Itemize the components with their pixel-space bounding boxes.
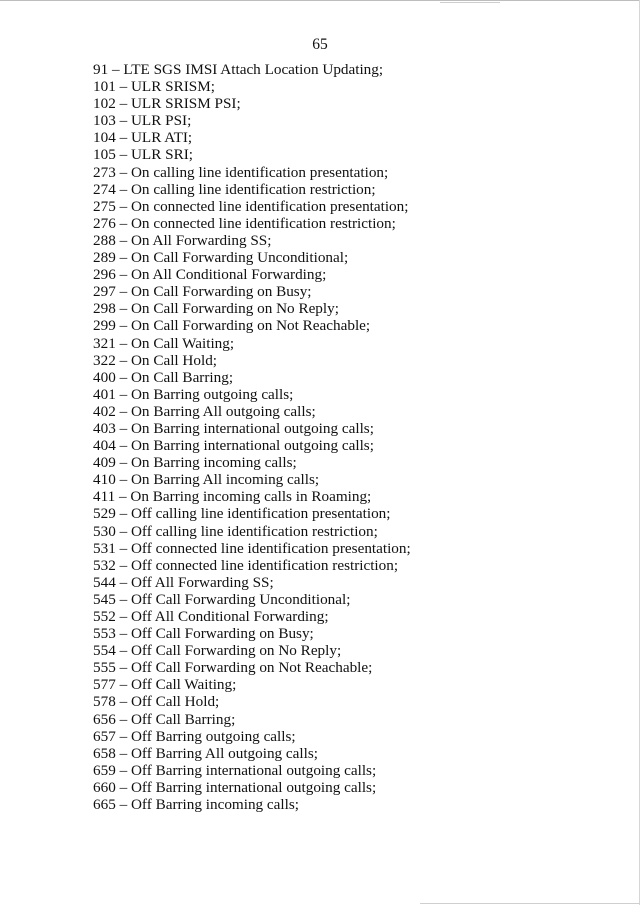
- list-item: 273 – On calling line identification presentation;: [93, 163, 389, 181]
- list-item: 665 – Off Barring incoming calls;: [93, 796, 299, 814]
- list-item: 577 – Off Call Waiting;: [93, 676, 237, 694]
- scan-speck: [440, 2, 500, 3]
- list-item: 552 – Off All Conditional Forwarding;: [93, 608, 329, 625]
- list-item: 401 – On Barring outgoing calls;: [93, 385, 294, 403]
- list-item: 545 – Off Call Forwarding Unconditional;: [93, 590, 351, 608]
- page-number: 65: [312, 36, 328, 53]
- list-item: 578 – Off Call Hold;: [93, 693, 220, 711]
- list-item: 659 – Off Barring international outgoing calls;: [93, 761, 377, 779]
- list-item: 104 – ULR ATI;: [93, 129, 193, 147]
- list-item: 532 – Off connected line identification restriction;: [93, 556, 399, 574]
- list-item: 529 – Off calling line identification presentation;: [93, 505, 391, 523]
- list-item: 321 – On Call Waiting;: [93, 334, 235, 352]
- list-item: 297 – On Call Forwarding on Busy;: [93, 283, 312, 301]
- list-item: 400 – On Call Barring;: [93, 368, 234, 386]
- list-item: 404 – On Barring international outgoing calls;: [93, 437, 374, 455]
- list-item: 101 – ULR SRISM;: [93, 78, 215, 96]
- list-item: 409 – On Barring incoming calls;: [93, 454, 297, 472]
- code-list: [93, 61, 411, 813]
- list-item: 660 – Off Barring international outgoing calls;: [93, 778, 377, 796]
- list-item: 554 – Off Call Forwarding on No Reply;: [93, 642, 342, 660]
- list-item: 657 – Off Barring outgoing calls;: [93, 727, 296, 745]
- list-item: 411 – On Barring incoming calls in Roaming;: [93, 488, 372, 506]
- list-item: 275 – On connected line identification presentation;: [93, 197, 409, 215]
- list-item: 553 – Off Call Forwarding on Busy;: [93, 625, 314, 643]
- list-item: 658 – Off Barring All outgoing calls;: [93, 744, 318, 762]
- list-item: 298 – On Call Forwarding on No Reply;: [93, 300, 339, 318]
- scan-edge-top: [0, 0, 640, 1]
- list-item: 531 – Off connected line identification presentation;: [93, 539, 411, 557]
- list-item: 555 – Off Call Forwarding on Not Reachable;: [93, 659, 373, 677]
- list-item: 105 – ULR SRI;: [93, 146, 193, 164]
- scan-speck: [420, 903, 640, 904]
- list-item: 296 – On All Conditional Forwarding;: [93, 266, 327, 284]
- list-item: 288 – On All Forwarding SS;: [93, 231, 272, 249]
- list-item: 403 – On Barring international outgoing calls;: [93, 419, 374, 437]
- list-item: 530 – Off calling line identification restriction;: [93, 522, 378, 540]
- list-item: 274 – On calling line identification restriction;: [93, 180, 376, 198]
- list-item: 102 – ULR SRISM PSI;: [93, 95, 241, 113]
- list-item: 103 – ULR PSI;: [93, 112, 192, 130]
- list-item: 656 – Off Call Barring;: [93, 710, 236, 728]
- list-item: 91 – LTE SGS IMSI Attach Location Updating;: [93, 61, 384, 78]
- list-item: 402 – On Barring All outgoing calls;: [93, 402, 316, 420]
- list-item: 544 – Off All Forwarding SS;: [93, 573, 274, 591]
- list-item: 299 – On Call Forwarding on Not Reachable;: [93, 317, 371, 335]
- list-item: 410 – On Barring All incoming calls;: [93, 471, 320, 489]
- list-item: 322 – On Call Hold;: [93, 351, 218, 369]
- list-item: 289 – On Call Forwarding Unconditional;: [93, 249, 349, 267]
- list-item: 276 – On connected line identification restriction;: [93, 214, 396, 232]
